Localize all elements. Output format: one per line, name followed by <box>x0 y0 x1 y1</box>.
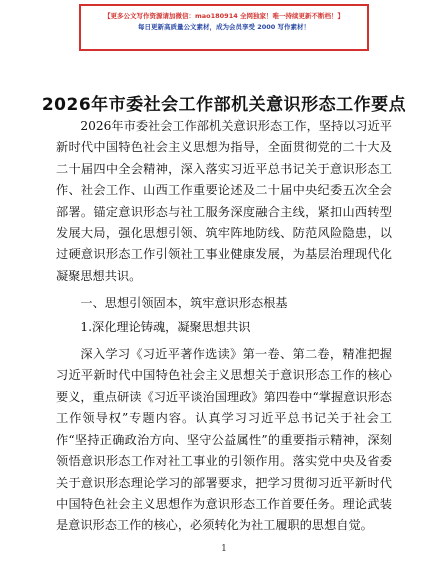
promo-banner-line1: 【更多公文写作资源请加微信：mao180914 全网独家！唯一持续更新不断档！】 <box>103 12 345 20</box>
subsection-paragraph: 深入学习《习近平著作选读》第一卷、第二卷，精准把握习近平新时代中国特色社会主义思想关于意识形态工作的核心要义，重点研读《习近平谈治国理政》第四卷中“掌握意识形态工作领导权”专题内容。认真学习习近平总书记关于社会工作“坚持正确政治方向、坚守公益属性”的重要指示精神，深刻领悟意识形态工作对社工事业的引领作用。落实党中央及省委关于意识形态理论学习的部署要求，把学习贯彻习近平新时代中国特色社会主义思想作为意识形态工作首要任务。理论武装是意识形态工作的核心，必须转化为社工履职的思想自觉。 <box>56 347 392 533</box>
promo-banner <box>79 4 369 51</box>
document-title: 2026年市委社会工作部机关意识形态工作要点 <box>41 95 407 115</box>
document-body <box>56 116 392 537</box>
promo-banner-line2: 每日更新高质量公文素材，成为会员享受 2000 写作素材！ <box>137 23 311 31</box>
intro-paragraph: 2026年市委社会工作部机关意识形态工作，坚持以习近平新时代中国特色社会主义思想为指导，全面贯彻党的二十大及二十届四中全会精神，深入落实习近平总书记关于意识形态工作、社会工作、山西工作重要论述及二十届中央纪委五次全会部署。锚定意识形态与社工服务深度融合主线，紧扣山西转型发展大局，强化思想引领、筑牢阵地防线、防范风险隐患，以过硬意识形态工作引领社工事业健康发展，为基层治理现代化凝聚思想共识。 <box>56 119 392 283</box>
page-number: 1 <box>221 544 227 554</box>
subsection-heading: 1.深化理论铸魂，凝聚思想共识 <box>80 319 251 334</box>
section-heading: 一、思想引领固本，筑牢意识形态根基 <box>80 296 288 311</box>
